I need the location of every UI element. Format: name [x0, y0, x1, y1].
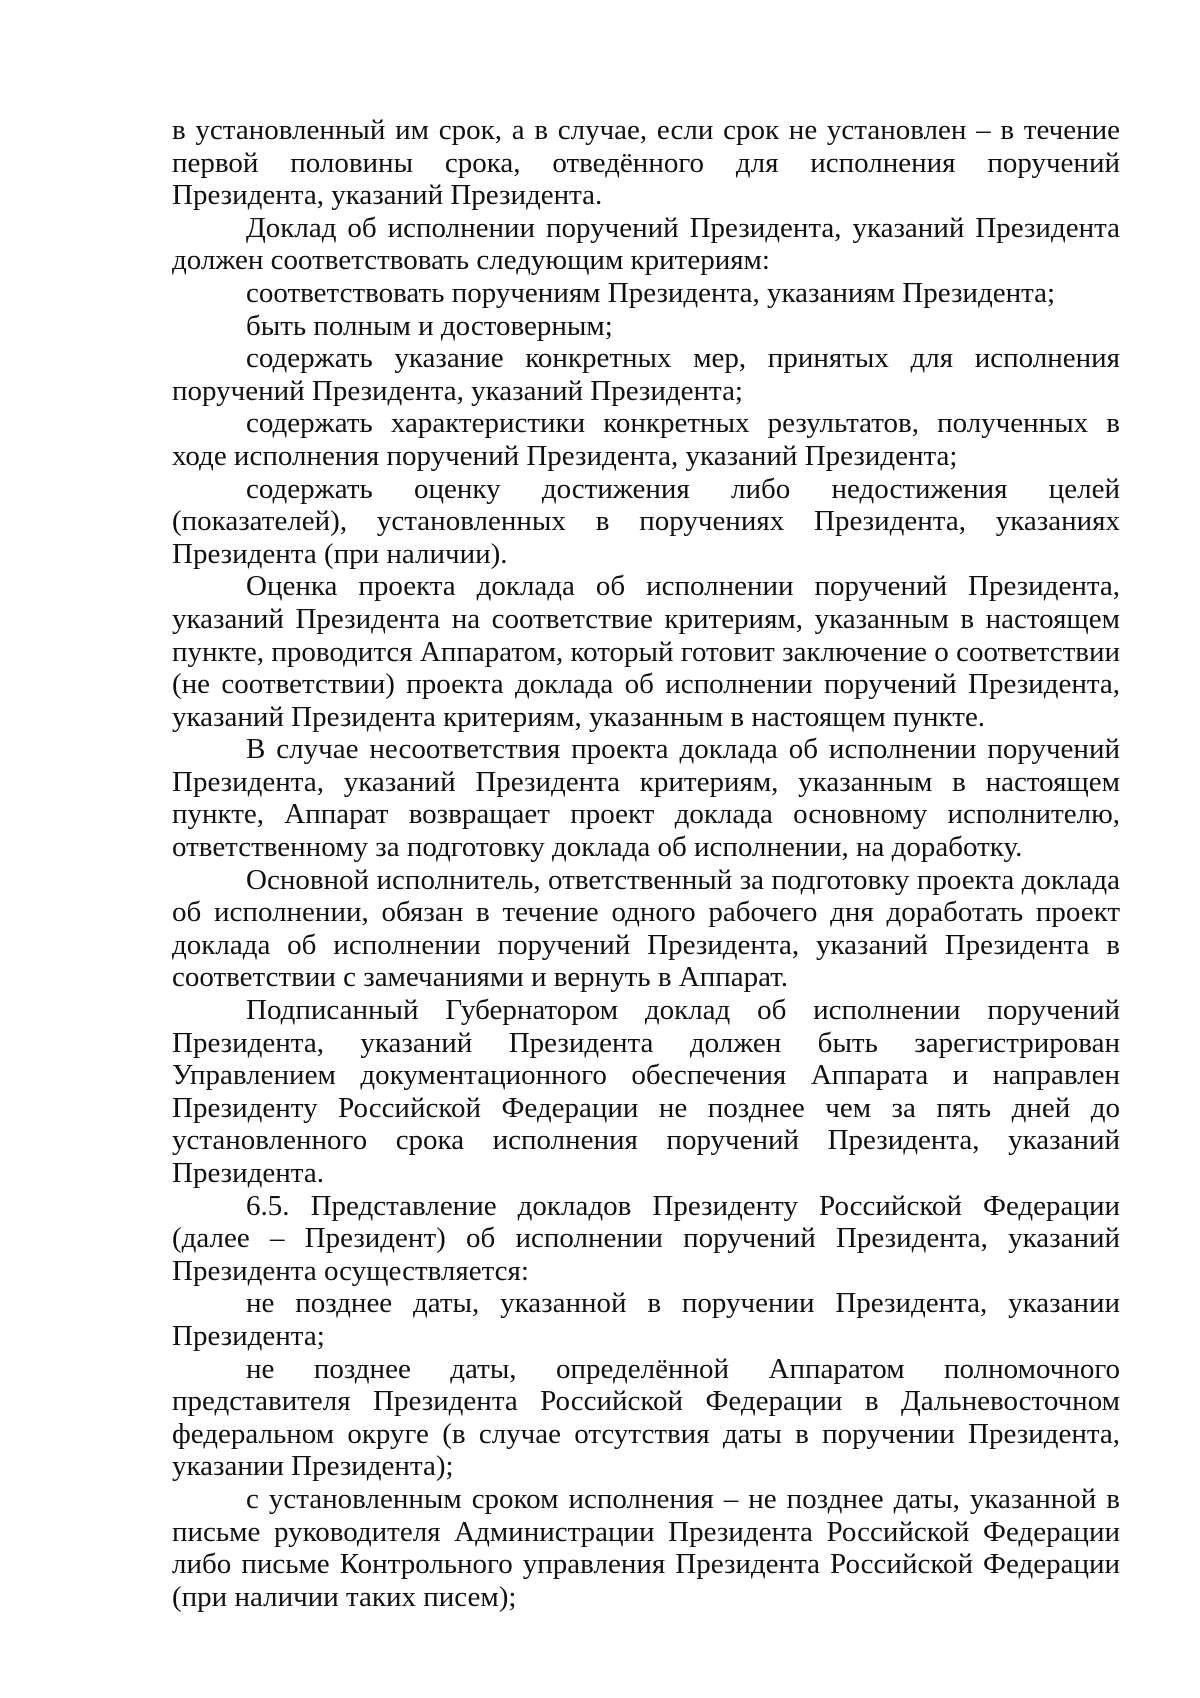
- paragraph-criterion-3: содержать указание конкретных мер, принятых для исполнения поручений Президента, указаний Президента;: [172, 342, 1120, 407]
- paragraph-criterion-2: быть полным и достоверным;: [246, 309, 613, 342]
- paragraph-signed-report: Подписанный Губернатором доклад об исполнении поручений Президента, указаний Президента должен быть зарегистрирован Управлением документационного обеспечения Аппарата и направлен Президенту Российской Федерации не позднее чем за пять дней до установленного срока исполнения поручений Президента, указаний Президента.: [172, 994, 1120, 1189]
- paragraph-deadline-3: с установленным сроком исполнения – не позднее даты, указанной в письме руководителя Администрации Президента Российской Федерации либо письме Контрольного управления Президента Российской Федерации (при наличии таких писем);: [172, 1482, 1120, 1613]
- paragraph-main-executor: Основной исполнитель, ответственный за подготовку проекта доклада об исполнении, обязан в течение одного рабочего дня доработать проект доклада об исполнении поручений Президента, указаний Президента в соответствии с замечаниями и вернуть в Аппарат.: [172, 863, 1120, 994]
- paragraph-nonconformity: В случае несоответствия проекта доклада об исполнении поручений Президента, указаний Президента критериям, указанным в настоящем пункте, Аппарат возвращает проект доклада основному исполнителю, ответственному за подготовку доклада об исполнении, на доработку.: [172, 733, 1120, 864]
- document-page: [172, 114, 1120, 1613]
- paragraph-deadline-1: не позднее даты, указанной в поручении Президента, указании Президента;: [172, 1287, 1120, 1352]
- paragraph-deadline-2: не позднее даты, определённой Аппаратом полномочного представителя Президента Российской Федерации в Дальневосточном федеральном округе (в случае отсутствия даты в поручении Президента, указании Президента);: [172, 1352, 1120, 1483]
- paragraph-draft-evaluation: Оценка проекта доклада об исполнении поручений Президента, указаний Президента на соответствие критериям, указанным в настоящем пункте, проводится Аппаратом, который готовит заключение о соответствии (не соответствии) проекта доклада об исполнении поручений Президента, указаний Президента критериям, указанным в настоящем пункте.: [172, 570, 1120, 733]
- paragraph-criterion-4: содержать характеристики конкретных результатов, полученных в ходе исполнения поручений Президента, указаний Президента;: [172, 407, 1120, 472]
- paragraph-report-criteria-intro: Доклад об исполнении поручений Президента, указаний Президента должен соответствовать следующим критериям:: [172, 211, 1120, 277]
- paragraph-criterion-1: соответствовать поручениям Президента, указаниям Президента;: [246, 276, 1056, 309]
- paragraph-criterion-5: содержать оценку достижения либо недостижения целей (показателей), установленных в поручениях Президента, указаниях Президента (при наличии).: [172, 472, 1120, 570]
- paragraph-section-6-5: 6.5. Представление докладов Президенту Российской Федерации (далее – Президент) об исполнении поручений Президента, указаний Президента осуществляется:: [172, 1189, 1120, 1287]
- paragraph-continuation: в установленный им срок, а в случае, если срок не установлен – в течение первой половины срока, отведённого для исполнения поручений Президента, указаний Президента.: [172, 114, 1120, 212]
